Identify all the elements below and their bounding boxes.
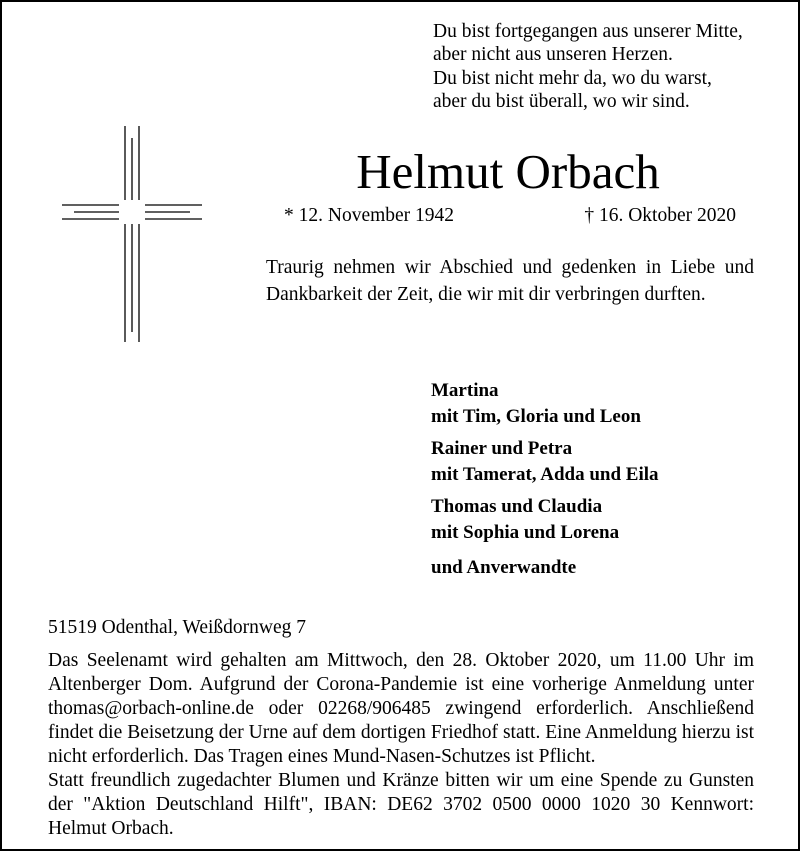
donation-info: Statt freundlich zugedachter Blumen und Kränze bitten wir um eine Spende zu Gunsten der "Aktion Deutschland Hilft", IBAN: DE62 3702 0500 0000 1020 30 Kennwort: Helmut Orbach. bbox=[48, 770, 754, 839]
memorial-poem bbox=[433, 20, 743, 113]
family-line: Rainer und Petra bbox=[431, 438, 573, 459]
deceased-name: Helmut Orbach bbox=[356, 144, 660, 199]
address: 51519 Odenthal, Weißdornweg 7 bbox=[48, 617, 307, 638]
poem-line: Du bist nicht mehr da, wo du warst, bbox=[433, 67, 712, 89]
cross-icon bbox=[62, 126, 202, 344]
poem-line: aber du bist überall, wo wir sind. bbox=[433, 90, 690, 112]
death-date: † 16. Oktober 2020 bbox=[584, 205, 736, 226]
service-info: Das Seelenamt wird gehalten am Mittwoch, den 28. Oktober 2020, um 11.00 Uhr im Altenberger Dom. Aufgrund der Corona-Pandemie ist eine vorherige Anmeldung unter thomas@orbach-online.de oder 02268/906485 zwingend erforderlich. Anschließend findet die Beisetzung der Urne auf dem dortigen Friedhof statt. Eine Anmeldung hierzu ist nicht erforderlich. Das Tragen eines Mund-Nasen-Schutzes ist Pflicht. bbox=[48, 650, 754, 767]
family-signatures bbox=[431, 378, 659, 581]
family-line: mit Tim, Gloria und Leon bbox=[431, 405, 641, 427]
family-line: mit Tamerat, Adda und Eila bbox=[431, 463, 659, 485]
birth-date: * 12. November 1942 bbox=[284, 205, 455, 226]
poem-line: Du bist fortgegangen aus unserer Mitte, bbox=[433, 21, 743, 42]
family-line: mit Sophia und Lorena bbox=[431, 521, 620, 543]
family-line: Martina bbox=[431, 380, 499, 401]
family-line: und Anverwandte bbox=[431, 557, 577, 578]
farewell-text: Traurig nehmen wir Abschied und gedenken in Liebe und Dankbarkeit der Zeit, die wir mit dir verbringen durften. bbox=[266, 257, 754, 305]
family-line: Thomas und Claudia bbox=[431, 496, 603, 517]
poem-line: aber nicht aus unseren Herzen. bbox=[433, 44, 673, 66]
